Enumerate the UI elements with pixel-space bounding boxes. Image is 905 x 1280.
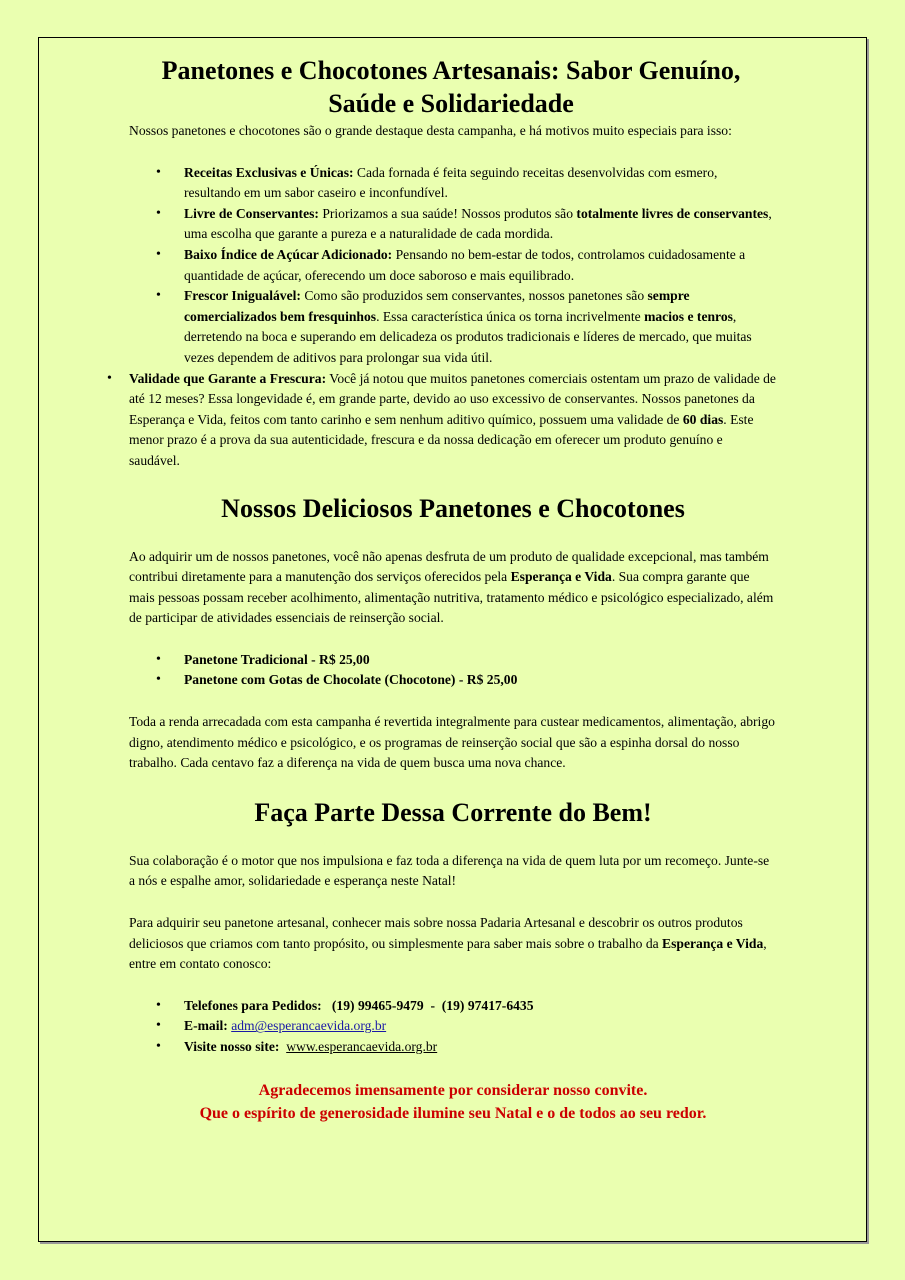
products-paragraph: Ao adquirir um de nossos panetones, você não apenas desfruta de um produto de qualidade excepcional, mas também contribui diretamente para a manutenção dos serviços oferecidos pela Esperança e Vida. Sua compra garante que mais pessoas possam receber acolhimento, alimentação nutritiva, tratamento médico e psicológico especializado, além de participar de atividades essenciais de reinserção social. (129, 548, 774, 626)
list-item (129, 1016, 777, 1037)
list-item (129, 670, 777, 691)
email-link[interactable]: adm@esperancaevida.org.br (231, 1018, 387, 1034)
title-line-1: Panetones e Chocotones Artesanais: Sabor Genuíno, (161, 56, 741, 85)
feature-label: Frescor Inigualável: (184, 288, 301, 304)
list-item: • Frescor Inigualável: Como são produzidos sem conservantes, nossos panetones são sempre comercializados bem fresquinhos. Essa característica única os torna incrivelmente macios e tenros, derretendo na boca e superando em delicadeza os produtos tradicionais e líderes de mercado, que muitas vezes dependem de aditivos para prolongar sua vida útil. (129, 286, 777, 368)
email-label: E-mail: (184, 1018, 228, 1034)
document-page (38, 37, 867, 1242)
validity-label: Validade que Garante a Frescura: (129, 370, 327, 386)
section-heading-join: Faça Parte Dessa Corrente do Bem! (254, 797, 652, 827)
site-link[interactable]: www.esperancaevida.org.br (286, 1039, 438, 1054)
product-list (129, 650, 777, 691)
intro-paragraph: Nossos panetones e chocotones são o grande destaque desta campanha, e há motivos muito especiais para isso: (129, 123, 732, 138)
page-title (127, 54, 775, 120)
product-item: Panetone Tradicional - R$ 25,00 (184, 651, 370, 667)
product-item: Panetone com Gotas de Chocolate (Chocotone) - R$ 25,00 (184, 672, 518, 688)
phones-value: (19) 99465-9479 - (19) 97417-6435 (331, 997, 534, 1013)
feature-label: Livre de Conservantes: (184, 205, 319, 221)
list-item: • Baixo Índice de Açúcar Adicionado: Pensando no bem-estar de todos, controlamos cuidadosamente a quantidade de açúcar, oferecendo um doce saboroso e mais equilibrado. (129, 245, 777, 286)
feature-list (129, 163, 777, 369)
list-item: • Receitas Exclusivas e Únicas: Cada fornada é feita seguindo receitas desenvolvidas com esmero, resultando em um sabor caseiro e inconfundível. (129, 163, 777, 204)
closing-line-2: Que o espírito de generosidade ilumine seu Natal e o de todos ao seu redor. (199, 1104, 707, 1122)
document-content (129, 54, 777, 1125)
phones-label: Telefones para Pedidos: (184, 997, 322, 1013)
revenue-paragraph: Toda a renda arrecadada com esta campanha é revertida integralmente para custear medicamentos, alimentação, abrigo digno, atendimento médico e psicológico, e os programas de reinserção social que são a espinha dorsal do nosso trabalho. Cada centavo faz a diferença na vida de quem busca uma nova chance. (129, 714, 775, 771)
feature-label: Baixo Índice de Açúcar Adicionado: (184, 246, 393, 262)
collaboration-paragraph: Sua colaboração é o motor que nos impulsiona e faz toda a diferença na vida de quem luta por um recomeço. Junte-se a nós e espalhe amor, solidariedade e esperança neste Natal! (129, 852, 770, 889)
list-item: • Validade que Garante a Frescura: Você já notou que muitos panetones comerciais ostentam um prazo de validade de até 12 meses? Essa longevidade é, em grande parte, devido ao uso excessivo de conservantes. Nossos panetones da Esperança e Vida, feitos com tanto carinho e sem nenhum aditivo químico, possuem uma validade de 60 dias. Este menor prazo é a prova da sua autenticidade, frescura e da nossa dedicação em oferecer um produto genuíno e saudável. (129, 369, 777, 472)
contact-paragraph: Para adquirir seu panetone artesanal, conhecer mais sobre nossa Padaria Artesanal e descobrir os outros produtos deliciosos que criamos com tanto propósito, ou simplesmente para saber mais sobre o trabalho da Esperança e Vida, entre em contato conosco: (129, 915, 767, 972)
section-heading-products: Nossos Deliciosos Panetones e Chocotones (221, 493, 685, 523)
title-line-2: Saúde e Solidariedade (328, 89, 574, 118)
list-item (129, 1037, 777, 1058)
list-item (129, 650, 777, 671)
contact-list (129, 996, 777, 1058)
list-item: • Livre de Conservantes: Priorizamos a sua saúde! Nossos produtos são totalmente livres de conservantes, uma escolha que garante a pureza e a naturalidade de cada mordida. (129, 204, 777, 245)
validity-list (129, 369, 777, 472)
site-label: Visite nosso site: (184, 1039, 280, 1054)
closing-message (129, 1079, 777, 1125)
closing-line-1: Agradecemos imensamente por considerar nosso convite. (258, 1081, 648, 1099)
list-item (129, 996, 777, 1017)
feature-label: Receitas Exclusivas e Únicas: (184, 164, 354, 180)
